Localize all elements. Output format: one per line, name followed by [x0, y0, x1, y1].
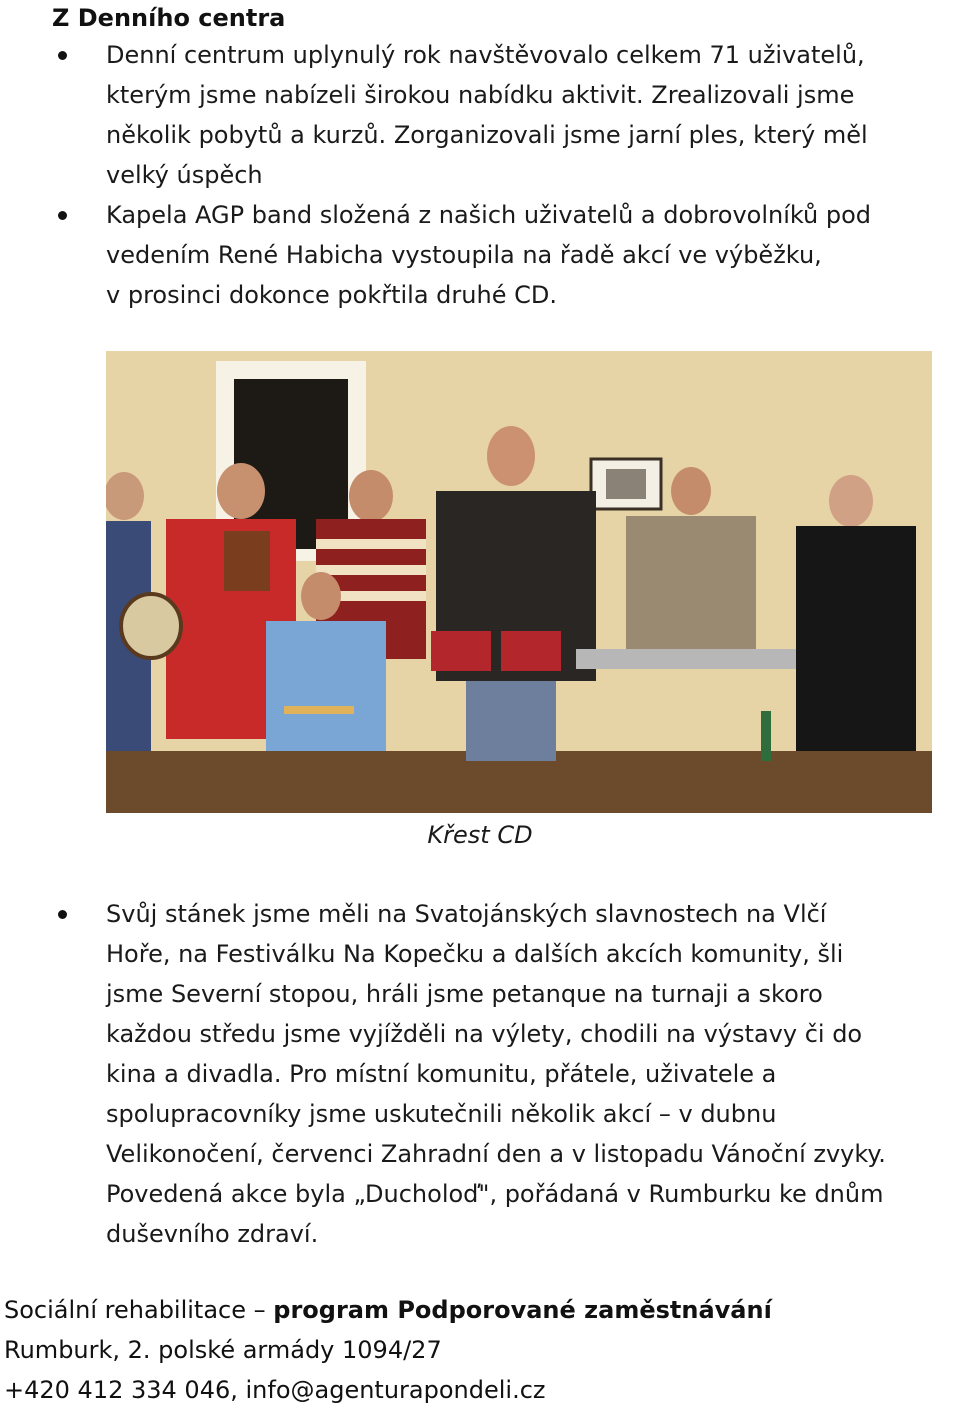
- bullet-line: Povedená akce byla „Ducholoď", pořádaná v Rumburku ke dnům: [106, 1180, 884, 1208]
- band-photo-illustration: [106, 351, 932, 813]
- band-photo: [106, 351, 932, 813]
- footer-program: [4, 1290, 772, 1330]
- footer-address: Rumburk, 2. polské armády 1094/27: [4, 1336, 442, 1364]
- bullet-line: duševního zdraví.: [106, 1220, 319, 1248]
- bullet-line: Svůj stánek jsme měli na Svatojánských slavnostech na Vlčí: [106, 900, 827, 928]
- bullet-dot: [58, 211, 67, 220]
- bullet-line: kina a divadla. Pro místní komunitu, přátele, uživatele a: [106, 1060, 777, 1088]
- bullet-item: [106, 894, 956, 1254]
- bullet-dot: [58, 910, 67, 919]
- section-heading: Z Denního centra: [52, 4, 286, 32]
- bullet-dot: [58, 51, 67, 60]
- bullet-line: každou středu jsme vyjížděli na výlety, chodili na výstavy či do: [106, 1020, 863, 1048]
- bullet-line: vedením René Habicha vystoupila na řadě akcí ve výběžku,: [106, 241, 822, 269]
- bullet-line: jsme Severní stopou, hráli jsme petanque na turnaji a skoro: [106, 980, 823, 1008]
- bullet-line: Hoře, na Festiválku Na Kopečku a dalších akcích komunity, šli: [106, 940, 844, 968]
- bullet-line: Denní centrum uplynulý rok navštěvovalo celkem 71 uživatelů,: [106, 41, 865, 69]
- bullet-line: velký úspěch: [106, 161, 263, 189]
- photo-caption: Křest CD: [427, 821, 533, 849]
- bullet-line: několik pobytů a kurzů. Zorganizovali jsme jarní ples, který měl: [106, 121, 868, 149]
- bullet-item: [106, 35, 956, 195]
- bullet-line: spolupracovníky jsme uskutečnili několik akcí – v dubnu: [106, 1100, 777, 1128]
- bullet-line: kterým jsme nabízeli širokou nabídku aktivit. Zrealizovali jsme: [106, 81, 855, 109]
- bullet-line: v prosinci dokonce pokřtila druhé CD.: [106, 281, 557, 309]
- footer-program-prefix: Sociální rehabilitace –: [4, 1296, 274, 1324]
- bullet-line: Velikonočení, červenci Zahradní den a v listopadu Vánoční zvyky.: [106, 1140, 886, 1168]
- footer-contact: +420 412 334 046, info@agenturapondeli.cz: [4, 1376, 546, 1404]
- bullet-line: Kapela AGP band složená z našich uživatelů a dobrovolníků pod: [106, 201, 872, 229]
- footer-program-name: program Podporované zaměstnávání: [273, 1296, 772, 1324]
- bullet-item: [106, 195, 956, 315]
